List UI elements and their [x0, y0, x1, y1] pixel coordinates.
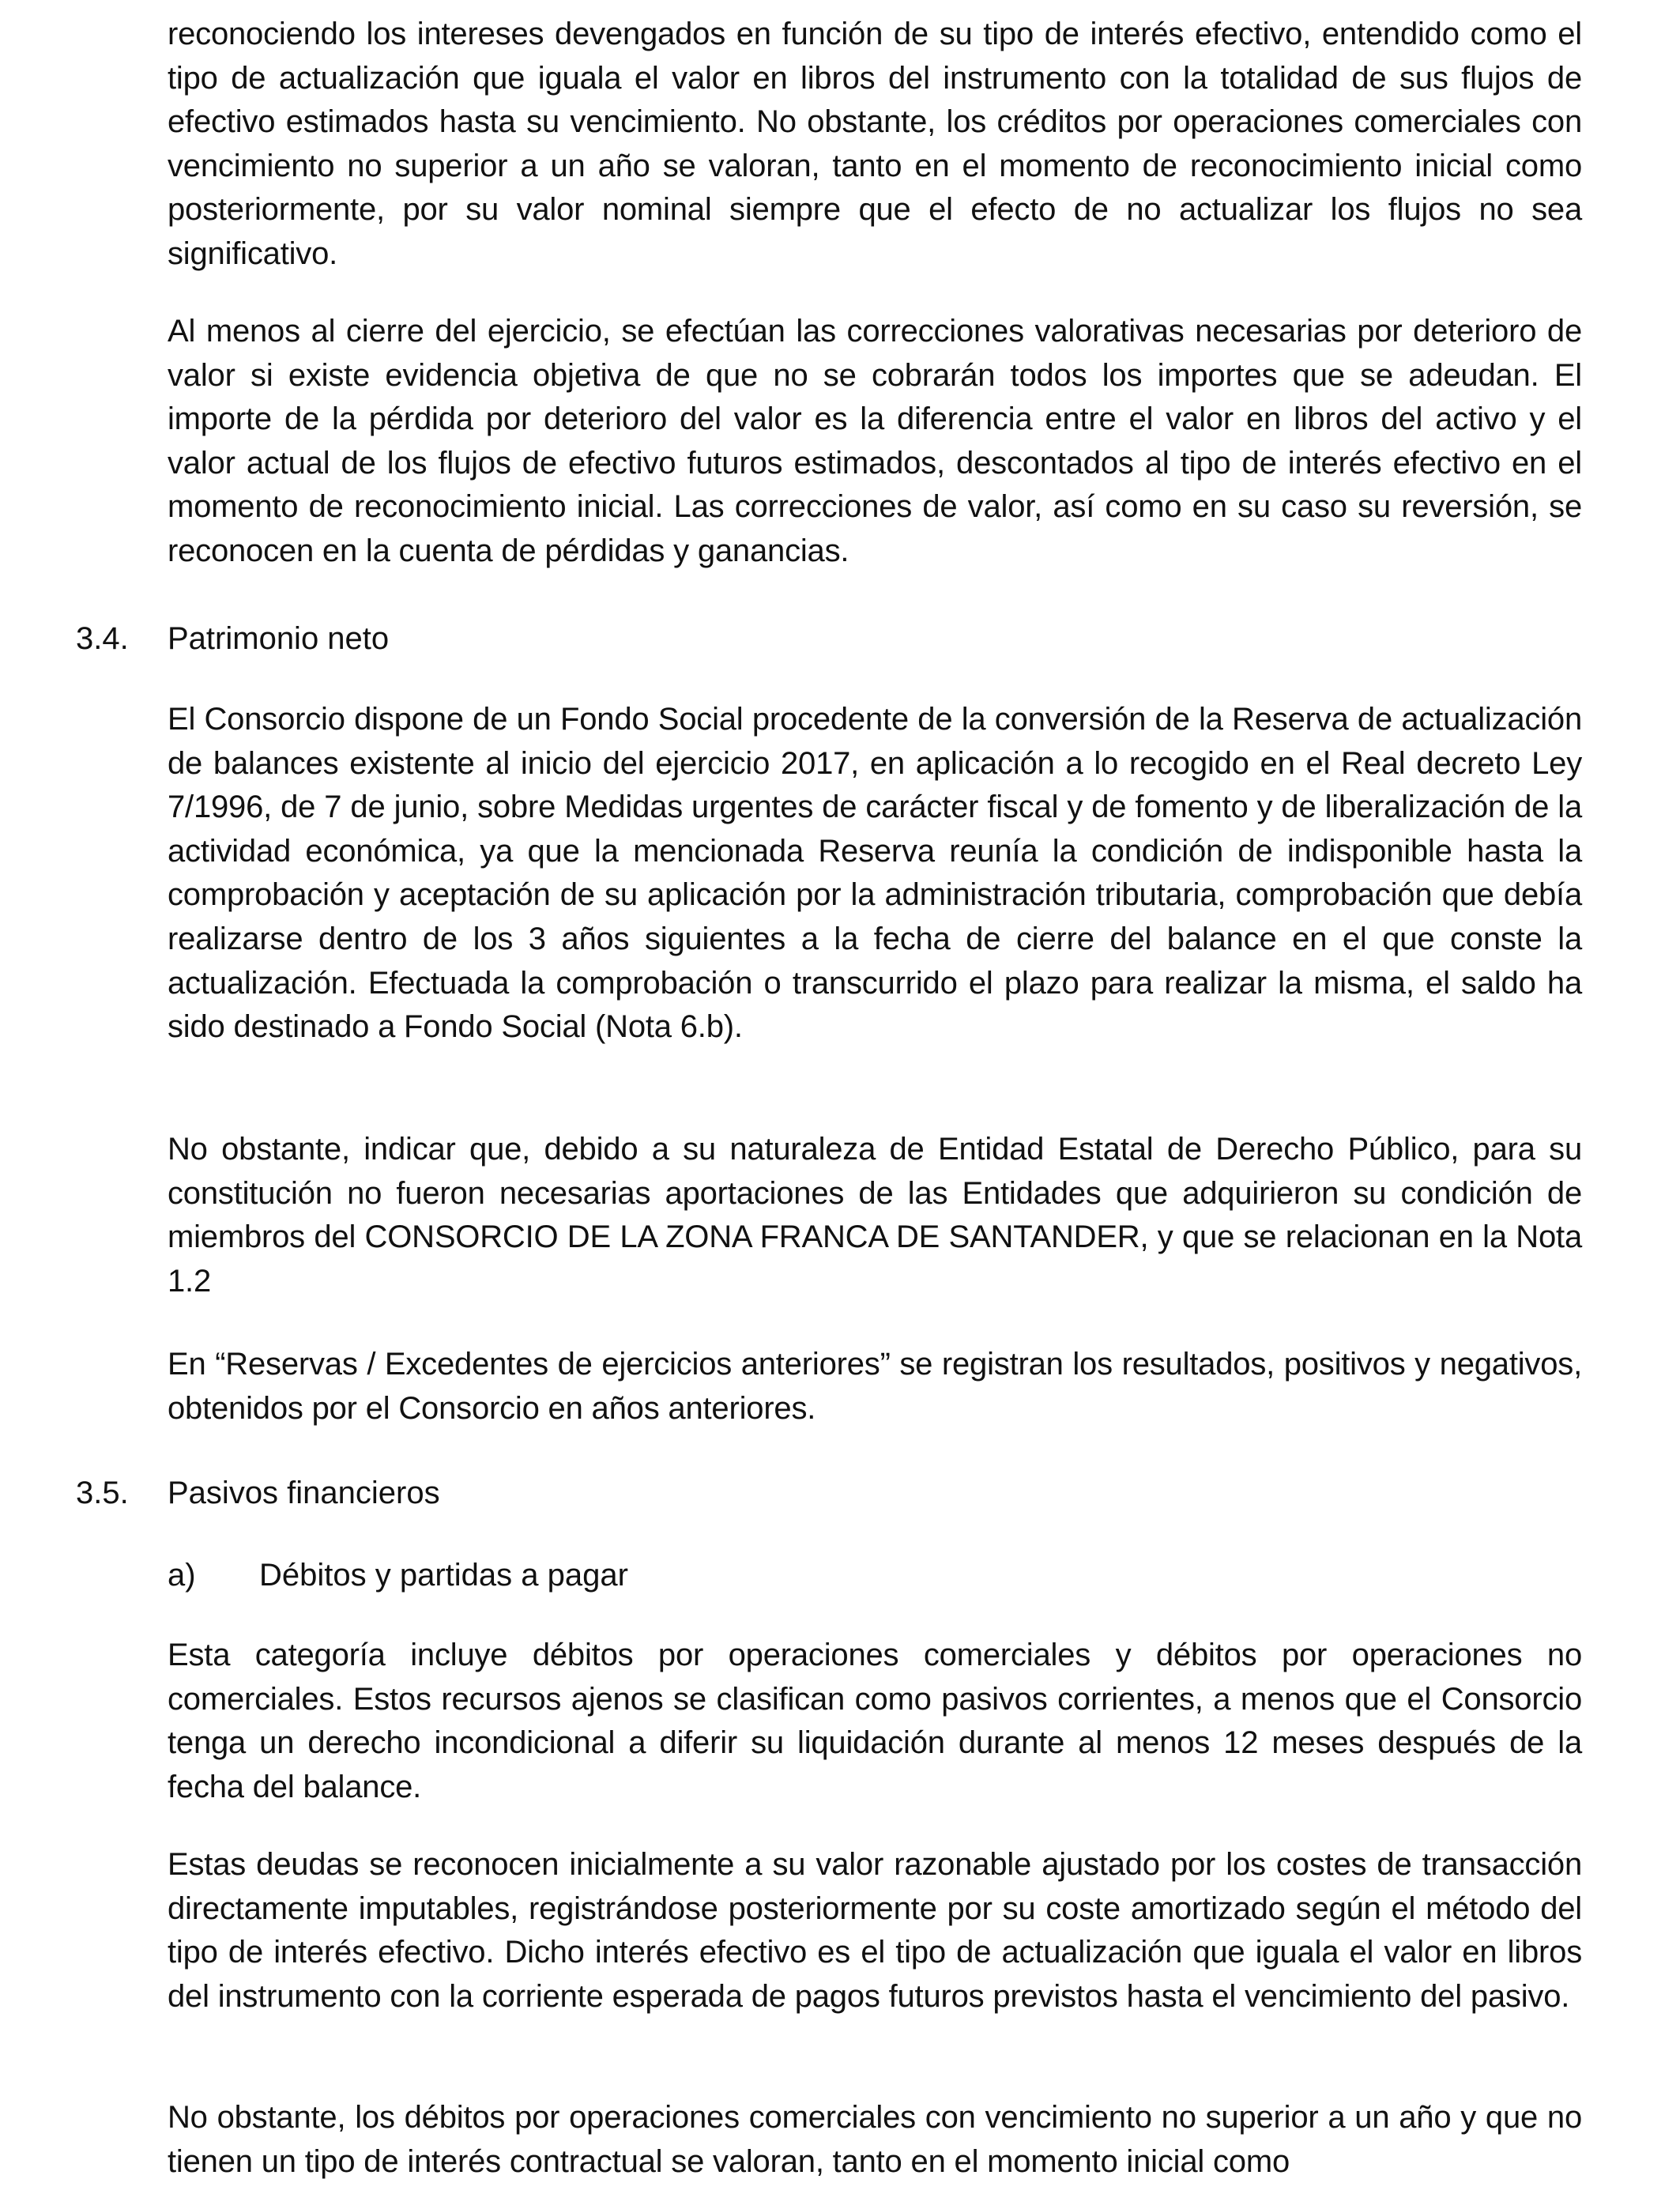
paragraph-debitos-vencimiento: No obstante, los débitos por operaciones comerciales con vencimiento no superior a un año y que no tienen un tipo de interés contractual se valoran, tanto en el momento inicial como	[168, 2100, 1582, 2179]
subsection-heading-a	[0, 1554, 1680, 1598]
subsection-marker: a)	[168, 1558, 196, 1593]
section-heading-3-4	[0, 617, 1680, 662]
paragraph-deudas-valor-razonable: Estas deudas se reconocen inicialmente a su valor razonable ajustado por los costes de transacción directamente imputables, registrándose posteriormente por su coste amortizado según el método del tipo de interés efectivo. Dicho interés efectivo es el tipo de actualización que iguala el valor en libros del instrumento con la corriente esperada de pagos futuros previstos hasta el vencimiento del pasivo.	[168, 1847, 1582, 2014]
section-number: 3.4.	[76, 621, 129, 656]
section-title: Patrimonio neto	[168, 621, 390, 656]
subsection-title: Débitos y partidas a pagar	[259, 1558, 628, 1593]
paragraph-reservas-excedentes: En “Reservas / Excedentes de ejercicios anteriores” se registran los resultados, positivos y negativos, obtenidos por el Consorcio en años anteriores.	[168, 1347, 1582, 1426]
section-heading-3-5	[0, 1472, 1680, 1516]
paragraph-intereses-devengados: reconociendo los intereses devengados en función de su tipo de interés efectivo, entendido como el tipo de actualización que iguala el valor en libros del instrumento con la totalidad de sus flujos de efectivo estimados hasta su vencimiento. No obstante, los créditos por operaciones comerciales con vencimiento no superior a un año se valoran, tanto en el momento de reconocimiento inicial como posteriormente, por su valor nominal siempre que el efecto de no actualizar los flujos no sea significativo.	[168, 17, 1582, 271]
section-number: 3.5.	[76, 1476, 129, 1510]
paragraph-fondo-social: El Consorcio dispone de un Fondo Social procedente de la conversión de la Reserva de actualización de balances existente al inicio del ejercicio 2017, en aplicación a lo recogido en el Real decreto Ley 7/1996, de 7 de junio, sobre Medidas urgentes de carácter fiscal y de fomento y de liberalización de la actividad económica, ya que la mencionada Reserva reunía la condición de indisponible hasta la comprobación y aceptación de su aplicación por la administración tributaria, comprobación que debía realizarse dentro de los 3 años siguientes a la fecha de cierre del balance en el que conste la actualización. Efectuada la comprobación o transcurrido el plazo para realizar la misma, el saldo ha sido destinado a Fondo Social (Nota 6.b).	[168, 702, 1582, 1045]
section-title: Pasivos financieros	[168, 1476, 440, 1510]
paragraph-naturaleza-entidad: No obstante, indicar que, debido a su naturaleza de Entidad Estatal de Derecho Público, para su constitución no fueron necesarias aportaciones de las Entidades que adquirieron su condición de miembros del CONSORCIO DE LA ZONA FRANCA DE SANTANDER, y que se relacionan en la Nota 1.2	[168, 1132, 1582, 1299]
paragraph-categoria-debitos: Esta categoría incluye débitos por operaciones comerciales y débitos por operaciones no comerciales. Estos recursos ajenos se clasifican como pasivos corrientes, a menos que el Consorcio tenga un derecho incondicional a diferir su liquidación durante al menos 12 meses después de la fecha del balance.	[168, 1638, 1582, 1804]
paragraph-correcciones-valorativas: Al menos al cierre del ejercicio, se efectúan las correcciones valorativas necesarias por deterioro de valor si existe evidencia objetiva de que no se cobrarán todos los importes que se adeudan. El importe de la pérdida por deterioro del valor es la diferencia entre el valor en libros del activo y el valor actual de los flujos de efectivo futuros estimados, descontados al tipo de interés efectivo en el momento de reconocimiento inicial. Las correcciones de valor, así como en su caso su reversión, se reconocen en la cuenta de pérdidas y ganancias.	[168, 314, 1582, 568]
